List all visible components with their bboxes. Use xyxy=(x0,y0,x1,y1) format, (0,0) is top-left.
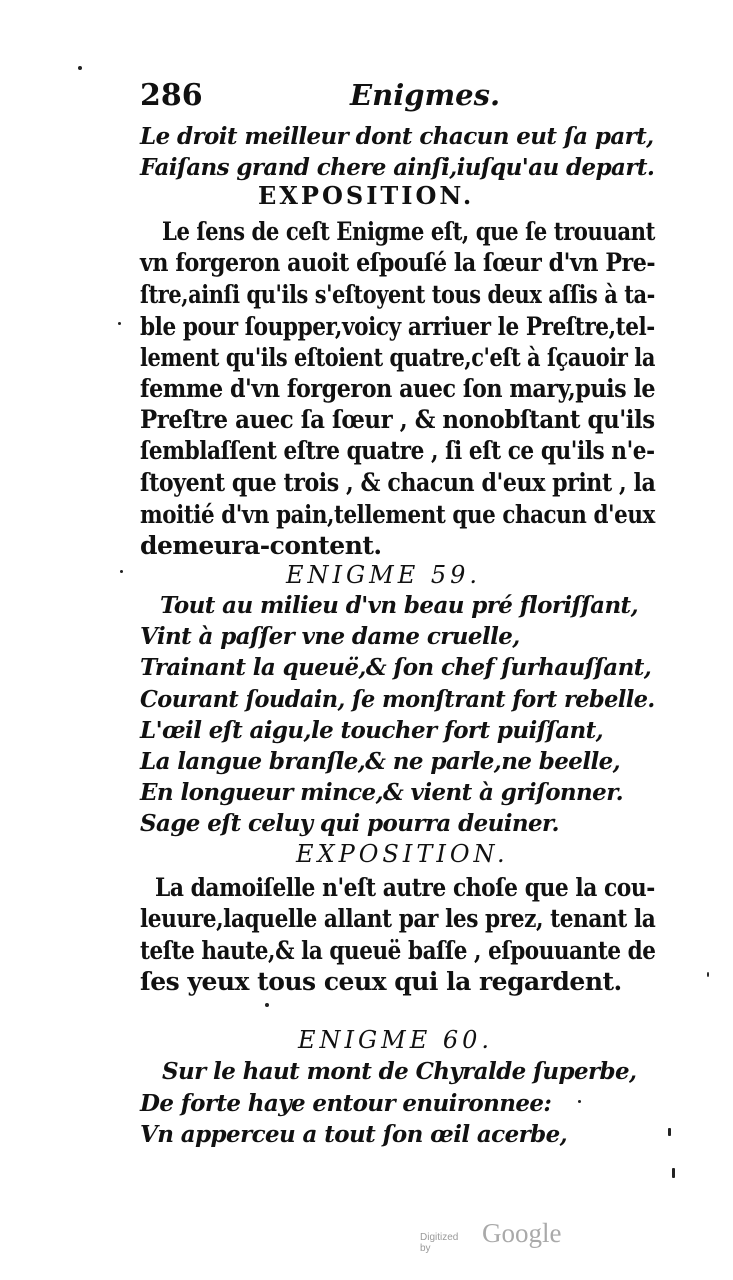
text-line: Sage eſt celuy qui pourra deuiner. xyxy=(140,810,559,837)
section-heading: EXPOSITION. xyxy=(258,181,475,210)
digitized-by-label: Digitized by xyxy=(420,1232,459,1254)
scan-speck xyxy=(118,322,121,325)
page-number: 286 xyxy=(140,78,203,113)
text-line: Courant ſoudain, ſe monſtrant fort rebelle. xyxy=(140,686,655,713)
text-line: femme d'vn forgeron auec ſon mary,puis le xyxy=(140,374,656,403)
scan-speck xyxy=(78,66,82,70)
enigma-heading: ENIGME 60. xyxy=(298,1026,494,1054)
text-line: Trainant la queuë,& ſon chef ſurhauſſant, xyxy=(140,654,652,681)
text-line: vn forgeron auoit eſpouſé la ſœur d'vn Pre- xyxy=(140,248,656,277)
text-line: Le ſens de ceſt Enigme eſt, que ſe trouuant xyxy=(162,217,655,246)
scan-speck xyxy=(707,972,709,977)
text-line: demeura-content. xyxy=(140,531,382,560)
text-line: La damoiſelle n'eſt autre choſe que la cou- xyxy=(155,873,655,902)
google-logo: Google xyxy=(482,1218,562,1248)
text-line: En longueur mince,& vient à griſonner. xyxy=(140,779,624,806)
text-line: Faiſans grand chere ainſi,iuſqu'au depart. xyxy=(140,154,655,181)
page-header xyxy=(140,78,510,122)
text-line: leuure,laquelle allant par les prez, tenant la xyxy=(140,904,656,933)
text-line: Preſtre auec ſa ſœur , & nonobſtant qu'ils xyxy=(140,405,655,434)
scan-speck xyxy=(265,1003,269,1007)
text-line: L'œil eſt aigu,le toucher fort puiſſant, xyxy=(140,717,604,744)
text-line: Tout au milieu d'vn beau pré floriſſant, xyxy=(160,592,638,619)
text-line: moitié d'vn pain,tellement que chacun d'eux xyxy=(140,500,655,529)
text-line: Vint à paſſer vne dame cruelle, xyxy=(140,623,520,650)
text-line: Sur le haut mont de Chyralde ſuperbe, xyxy=(162,1058,637,1085)
text-line: ſes yeux tous ceux qui la regardent. xyxy=(140,967,622,996)
text-line: Le droit meilleur dont chacun eut ſa part, xyxy=(140,123,654,150)
text-line: Vn apperceu a tout ſon œil acerbe, xyxy=(140,1121,568,1148)
text-line: La langue branſle,& ne parle,ne beelle, xyxy=(140,748,621,775)
text-line: ſemblaſſent eſtre quatre , ſi eſt ce qu'ils n'e- xyxy=(140,436,655,465)
text-line: lement qu'ils eſtoient quatre,c'eſt à ſçauoir la xyxy=(140,343,655,372)
section-heading: EXPOSITION. xyxy=(296,840,509,868)
text-line: De forte haye entour enuironnee: xyxy=(140,1090,552,1117)
text-line: ſtre,ainſi qu'ils s'eſtoyent tous deux aſſis à ta- xyxy=(140,280,655,309)
scan-speck xyxy=(672,1168,675,1178)
scan-speck xyxy=(668,1128,671,1136)
text-line: ſtoyent que trois , & chacun d'eux print , la xyxy=(140,468,656,497)
text-line: teſte haute,& la queuë baſſe , eſpouuante de xyxy=(140,936,656,965)
scan-speck xyxy=(578,1100,581,1103)
text-line: ble pour ſoupper,voicy arriuer le Preſtre,tel- xyxy=(140,312,655,341)
scan-speck xyxy=(120,570,123,573)
running-title: Enigmes. xyxy=(350,78,501,112)
enigma-heading: ENIGME 59. xyxy=(286,561,482,589)
